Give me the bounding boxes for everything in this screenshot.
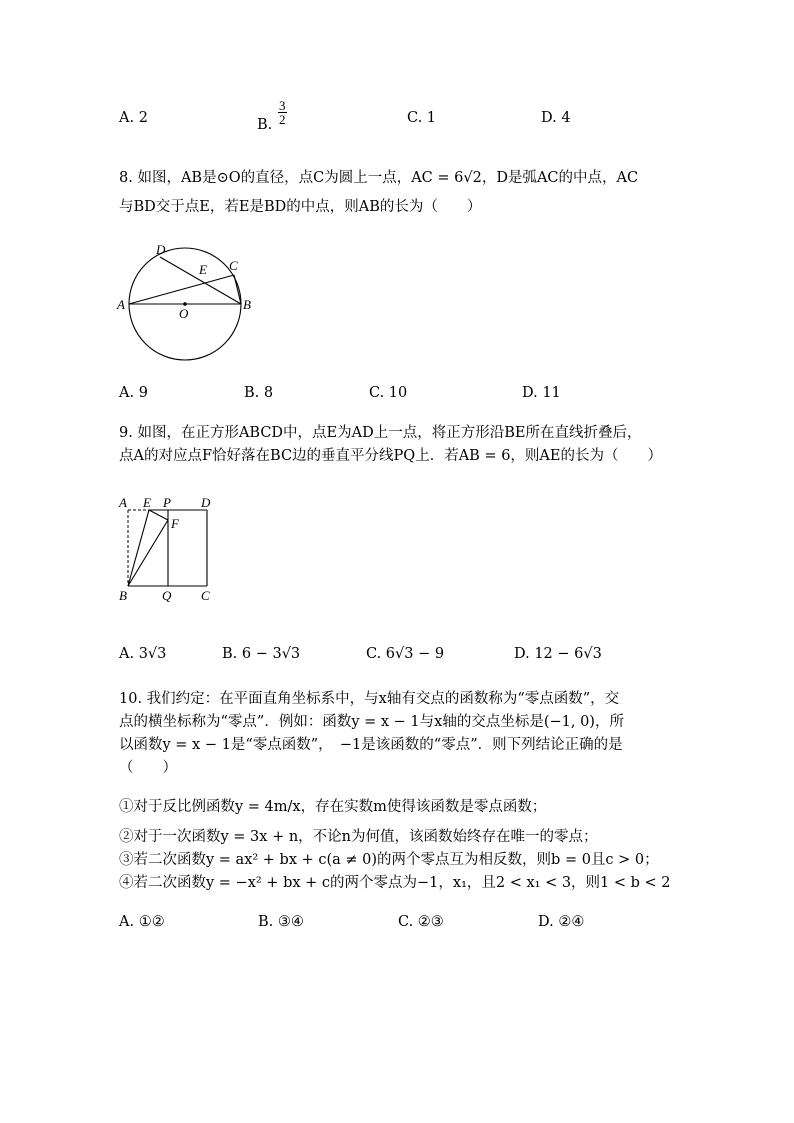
chord-ac xyxy=(129,275,234,304)
q9-option-d: D. 12 − 6√3 xyxy=(514,646,602,662)
q8-stem-line2: 与BD交于点E，若E是BD的中点，则AB的长为（ ） xyxy=(119,199,482,215)
q9-stem-line1: 9. 如图，在正方形ABCD中，点E为AD上一点，将正方形沿BE所在直线折叠后， xyxy=(119,425,642,441)
q7-b-numerator: 3 xyxy=(279,98,286,113)
q7-option-b-label: B. xyxy=(257,117,273,133)
fig9-label-c: C xyxy=(201,588,210,603)
q9-option-a: A. 3√3 xyxy=(119,646,167,662)
q7-option-c: C. 1 xyxy=(407,110,437,126)
fig9-label-d: D xyxy=(201,495,211,510)
q10-option-b: B. ③④ xyxy=(258,914,304,930)
q9-option-b: B. 6 − 3√3 xyxy=(222,646,301,662)
fig9-label-e: E xyxy=(143,495,151,510)
fig8-label-e: E xyxy=(199,262,207,277)
q9-stem-line2: 点A的对应点F恰好落在BC边的垂直平分线PQ上．若AB = 6，则AE的长为（ ） xyxy=(119,448,662,464)
q8-stem-line1: 8. 如图，AB是⊙O的直径，点C为圆上一点，AC = 6√2，D是弧AC的中点，AC xyxy=(119,170,639,186)
q9-square-figure xyxy=(115,492,220,604)
q10-option-a: A. ①② xyxy=(119,914,165,930)
q8-option-c: C. 10 xyxy=(369,385,408,401)
fig8-label-d: D xyxy=(156,242,166,257)
fig8-label-c: C xyxy=(229,258,238,273)
fig8-label-a: A xyxy=(117,297,125,312)
q10-stem-line3: 以函数y = x − 1是“零点函数”， −1是该函数的“零点”．则下列结论正确的是 xyxy=(119,737,623,753)
q10-stem-line1: 10. 我们约定：在平面直角坐标系中，与x轴有交点的函数称为“零点函数”，交 xyxy=(119,691,620,707)
q8-option-d: D. 11 xyxy=(522,385,561,401)
q10-stem-line2: 点的横坐标称为“零点”．例如：函数y = x − 1与x轴的交点坐标是(−1, 0)，所 xyxy=(119,714,624,730)
q10-statement-3: ③若二次函数y = ax² + bx + c(a ≠ 0)的两个零点互为相反数，则b = 0且c > 0； xyxy=(119,852,659,868)
fig9-label-p: P xyxy=(163,495,171,510)
fig8-label-b: B xyxy=(243,297,251,312)
q10-statement-1: ①对于反比例函数y = 4m/x，存在实数m使得该函数是零点函数； xyxy=(119,799,547,815)
q10-option-c: C. ②③ xyxy=(398,914,444,930)
line-ef xyxy=(149,510,168,520)
q7-option-d: D. 4 xyxy=(541,110,571,126)
fig9-label-f: F xyxy=(171,516,179,531)
q10-option-d: D. ②④ xyxy=(538,914,585,930)
fig8-label-o: O xyxy=(179,306,189,321)
q10-stem-line4: （ ） xyxy=(119,760,177,776)
fig9-label-b: B xyxy=(119,588,127,603)
line-bf xyxy=(128,520,168,586)
q7-option-b-fraction xyxy=(278,99,287,126)
q8-option-a: A. 9 xyxy=(119,385,148,401)
q9-option-c: C. 6√3 − 9 xyxy=(366,646,445,662)
line-be xyxy=(128,510,149,586)
q7-b-denominator: 2 xyxy=(279,112,286,127)
q8-option-b: B. 8 xyxy=(244,385,274,401)
q10-statement-4: ④若二次函数y = −x² + bx + c的两个零点为−1，x₁，且2 < x₁ < 3，则1 < b < 2 xyxy=(119,875,671,891)
q8-circle-figure xyxy=(115,238,255,368)
q10-statement-2: ②对于一次函数y = 3x + n，不论n为何值，该函数始终存在唯一的零点； xyxy=(119,829,598,845)
q7-option-a: A. 2 xyxy=(119,110,148,126)
chord-bc xyxy=(234,275,241,304)
fig9-label-q: Q xyxy=(162,588,172,603)
fig9-label-a: A xyxy=(119,495,127,510)
